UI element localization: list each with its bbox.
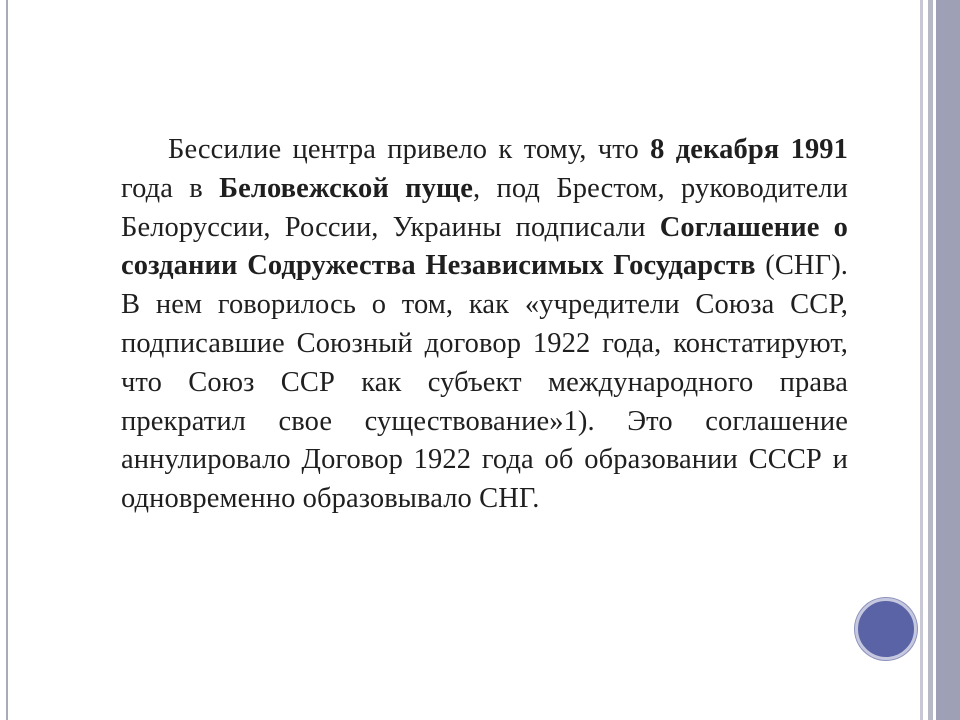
text-run-bold: 8 декабря 1991 — [650, 134, 848, 165]
text-run: Бессилие центра привело к тому, что — [168, 134, 651, 165]
text-run: , под Брестом, руководители Белоруссии, России, Украины подписали — [121, 172, 849, 243]
right-decorative-band — [920, 0, 960, 720]
text-run-bold: Беловежской пуще — [219, 172, 473, 204]
decorative-circle-icon — [855, 598, 917, 660]
text-run: (СНГ). В нем говорилось о том, как «учредители Союза ССР, подписавшие Союзный договор 1922 года, констатируют, что Союз ССР как субъект международного права прекратил свое существование»1). Это соглашение аннулировало Договор 1922 года об образовании СССР и одновременно образовывало СНГ. — [121, 250, 849, 515]
band-stripe — [936, 0, 960, 720]
body-paragraph — [121, 131, 848, 519]
left-divider — [6, 0, 8, 720]
text-run: года в — [121, 172, 220, 204]
text-run-bold: Соглашение о создании Содружества Независимых Государств — [121, 211, 849, 282]
